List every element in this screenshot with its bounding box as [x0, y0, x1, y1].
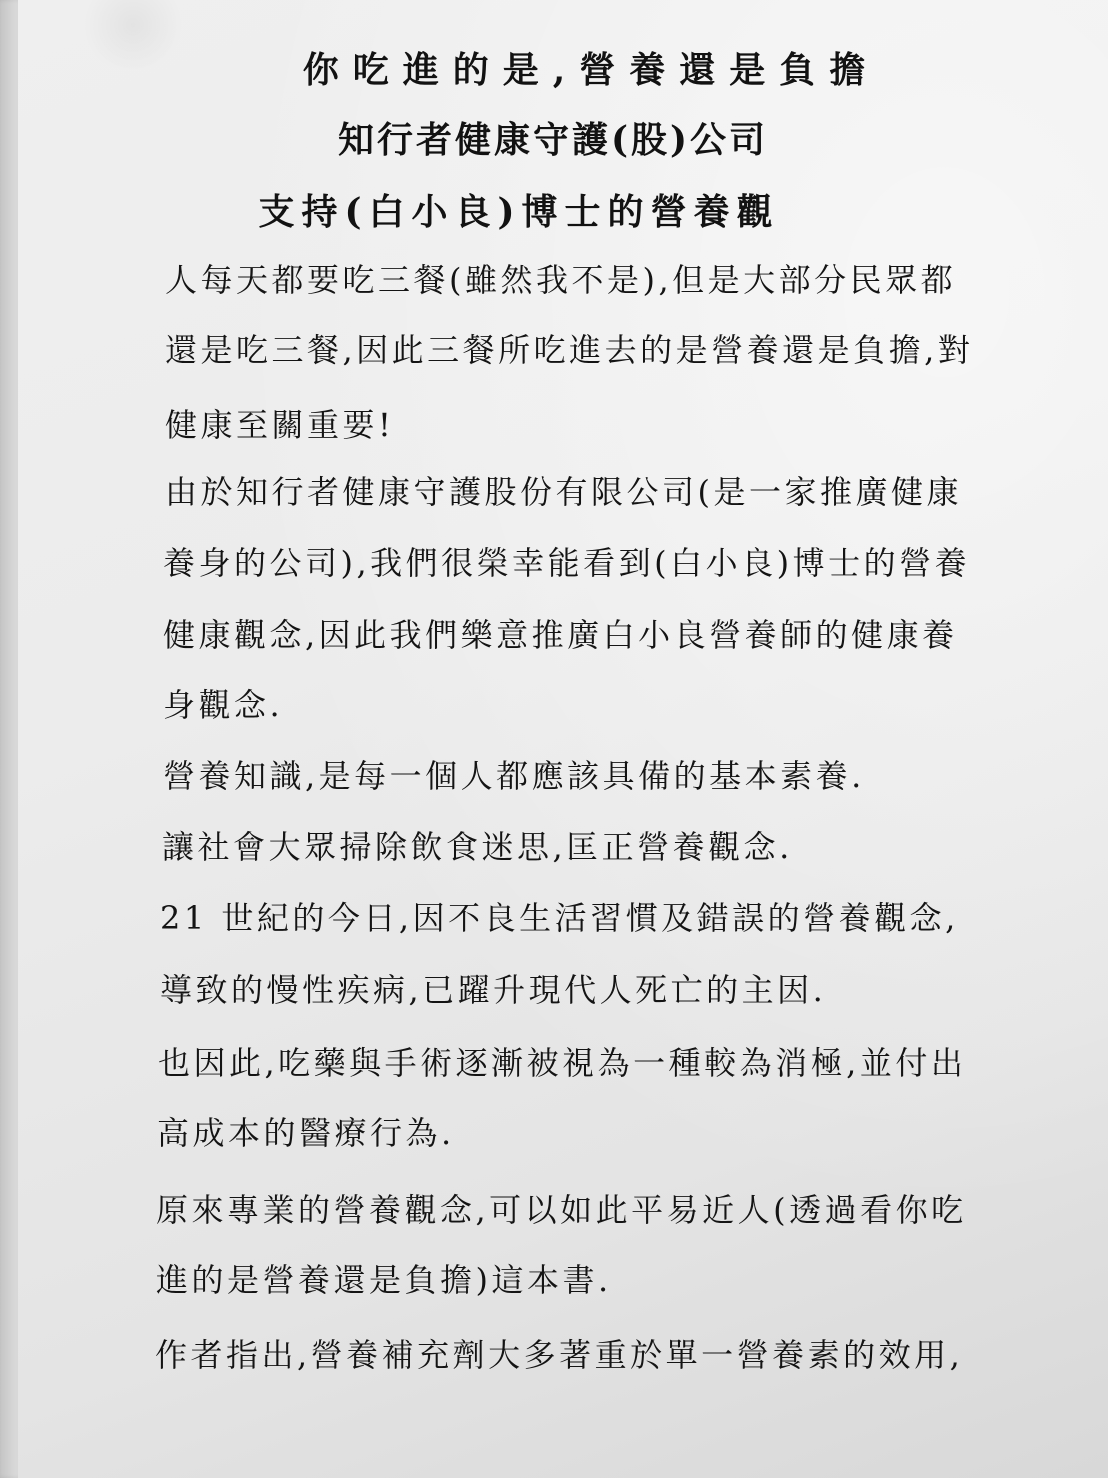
body-text-line: 養身的公司),我們很榮幸能看到(白小良)博士的營養 [163, 544, 971, 582]
body-text-line: 也因此,吃藥與手術逐漸被視為一種較為消極,並付出 [158, 1044, 967, 1082]
body-text-line: 營養知識,是每一個人都應該具備的基本素養. [163, 757, 865, 795]
body-text-line: 健康觀念,因此我們樂意推廣白小良營養師的健康養 [163, 616, 958, 654]
document-subtitle-support: 支持(白小良)博士的營養觀 [258, 191, 780, 233]
body-text-line: 高成本的醫療行為. [157, 1114, 455, 1152]
body-text-line: 由於知行者健康守護股份有限公司(是一家推廣健康 [165, 473, 962, 511]
body-text-line: 身觀念. [163, 686, 284, 724]
body-text-line: 進的是營養還是負擔)這本書. [156, 1261, 612, 1299]
body-text-line: 21 世紀的今日,因不良生活習慣及錯誤的營養觀念, [160, 899, 959, 937]
document-title: 你吃進的是,營養還是負擔 [302, 49, 880, 91]
body-text-line: 作者指出,營養補充劑大多著重於單一營養素的效用, [155, 1336, 964, 1374]
body-text-line: 人每天都要吃三餐(雖然我不是),但是大部分民眾都 [165, 261, 957, 299]
document-subtitle-company: 知行者健康守護(股)公司 [337, 119, 769, 161]
body-text-line: 健康至關重要! [165, 406, 395, 444]
body-text-line: 還是吃三餐,因此三餐所吃進去的是營養還是負擔,對 [165, 331, 974, 369]
body-text-line: 原來專業的營養觀念,可以如此平易近人(透過看你吃 [156, 1191, 967, 1229]
body-text-line: 讓社會大眾掃除飲食迷思,匡正營養觀念. [162, 828, 793, 866]
document-page [18, 0, 1108, 1478]
body-text-line: 導致的慢性疾病,已躍升現代人死亡的主因. [160, 971, 827, 1009]
